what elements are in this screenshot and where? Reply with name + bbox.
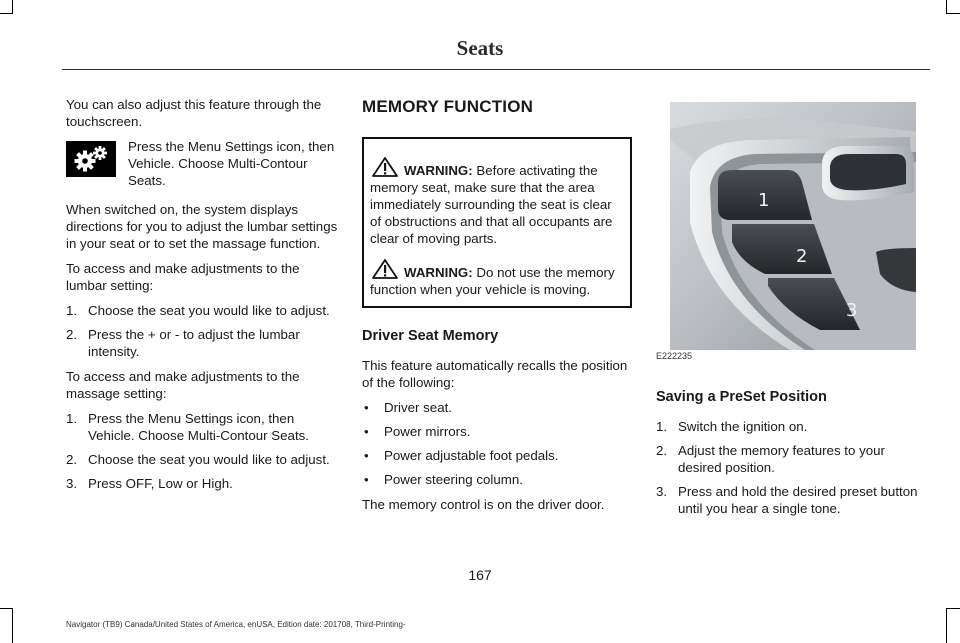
warning-item: WARNING: Before activating the memory seat, make sure that the area immediately surrounding the seat is clear of obstructions and that all occupants are clear of moving parts.	[370, 157, 624, 247]
crop-mark	[12, 0, 13, 14]
list-item: • Power mirrors.	[364, 424, 471, 439]
massage-paragraph: To access and make adjustments to the massage setting:	[66, 369, 300, 401]
header-divider	[62, 69, 930, 70]
list-item: • Power steering column.	[364, 472, 523, 487]
edition-footer: Navigator (TB9) Canada/United States of America, enUSA, Edition date: 201708, Third-Printing-	[66, 620, 406, 629]
recall-list	[362, 399, 632, 488]
list-item: 2. Adjust the memory features to your desired position.	[656, 443, 885, 475]
list-item: • Driver seat.	[364, 400, 452, 415]
button-label-3: 3	[846, 300, 858, 321]
page-number: 167	[468, 567, 492, 583]
icon-instruction-text: Press the Menu Settings icon, then Vehicle. Choose Multi-Contour Seats.	[128, 139, 335, 188]
lumbar-paragraph: To access and make adjustments to the lumbar setting:	[66, 261, 300, 293]
column-middle	[362, 96, 632, 521]
system-paragraph: When switched on, the system displays directions for you to adjust the lumbar settings in your seat or to set the massage function.	[66, 202, 338, 251]
column-left	[66, 96, 338, 500]
subheading: Driver Seat Memory	[362, 328, 499, 344]
list-item: 2. Press the + or - to adjust the lumbar intensity.	[66, 327, 300, 359]
subheading: Saving a PreSet Position	[656, 389, 827, 405]
list-item: 1. Switch the ignition on.	[656, 419, 808, 434]
section-heading: MEMORY FUNCTION	[362, 97, 534, 116]
menu-settings-instruction	[66, 138, 338, 189]
warning-box	[362, 137, 632, 308]
intro-paragraph: You can also adjust this feature through the touchscreen.	[66, 97, 322, 129]
control-paragraph: The memory control is on the driver door.	[362, 497, 605, 512]
list-item: • Power adjustable foot pedals.	[364, 448, 559, 463]
button-label-1: 1	[758, 190, 770, 211]
crop-mark	[0, 608, 13, 609]
crop-mark	[946, 608, 960, 609]
list-item: 3. Press OFF, Low or High.	[66, 476, 233, 491]
list-item: 3. Press and hold the desired preset button until you hear a single tone.	[656, 484, 918, 516]
crop-mark	[946, 0, 947, 14]
memory-buttons-photo	[670, 102, 916, 350]
crop-mark	[946, 13, 960, 14]
warning-item: WARNING: Do not use the memory function when your vehicle is moving.	[370, 259, 624, 298]
crop-mark	[12, 608, 13, 643]
crop-mark	[0, 13, 13, 14]
preset-steps	[656, 418, 932, 517]
image-code: E222235	[656, 351, 693, 361]
list-item: 2. Choose the seat you would like to adjust.	[66, 452, 330, 467]
warning-icon	[370, 157, 400, 177]
warning-icon	[370, 259, 400, 279]
recall-paragraph: This feature automatically recalls the position of the following:	[362, 358, 628, 390]
list-item: 1. Choose the seat you would like to adjust.	[66, 303, 330, 318]
crop-mark	[946, 608, 947, 643]
massage-steps	[66, 410, 338, 492]
gear-icon	[66, 141, 116, 177]
list-item: 1. Press the Menu Settings icon, then Vehicle. Choose Multi-Contour Seats.	[66, 411, 309, 443]
page-title: Seats	[456, 36, 504, 60]
button-label-2: 2	[796, 246, 808, 267]
column-right	[656, 96, 932, 525]
lumbar-steps	[66, 302, 338, 360]
